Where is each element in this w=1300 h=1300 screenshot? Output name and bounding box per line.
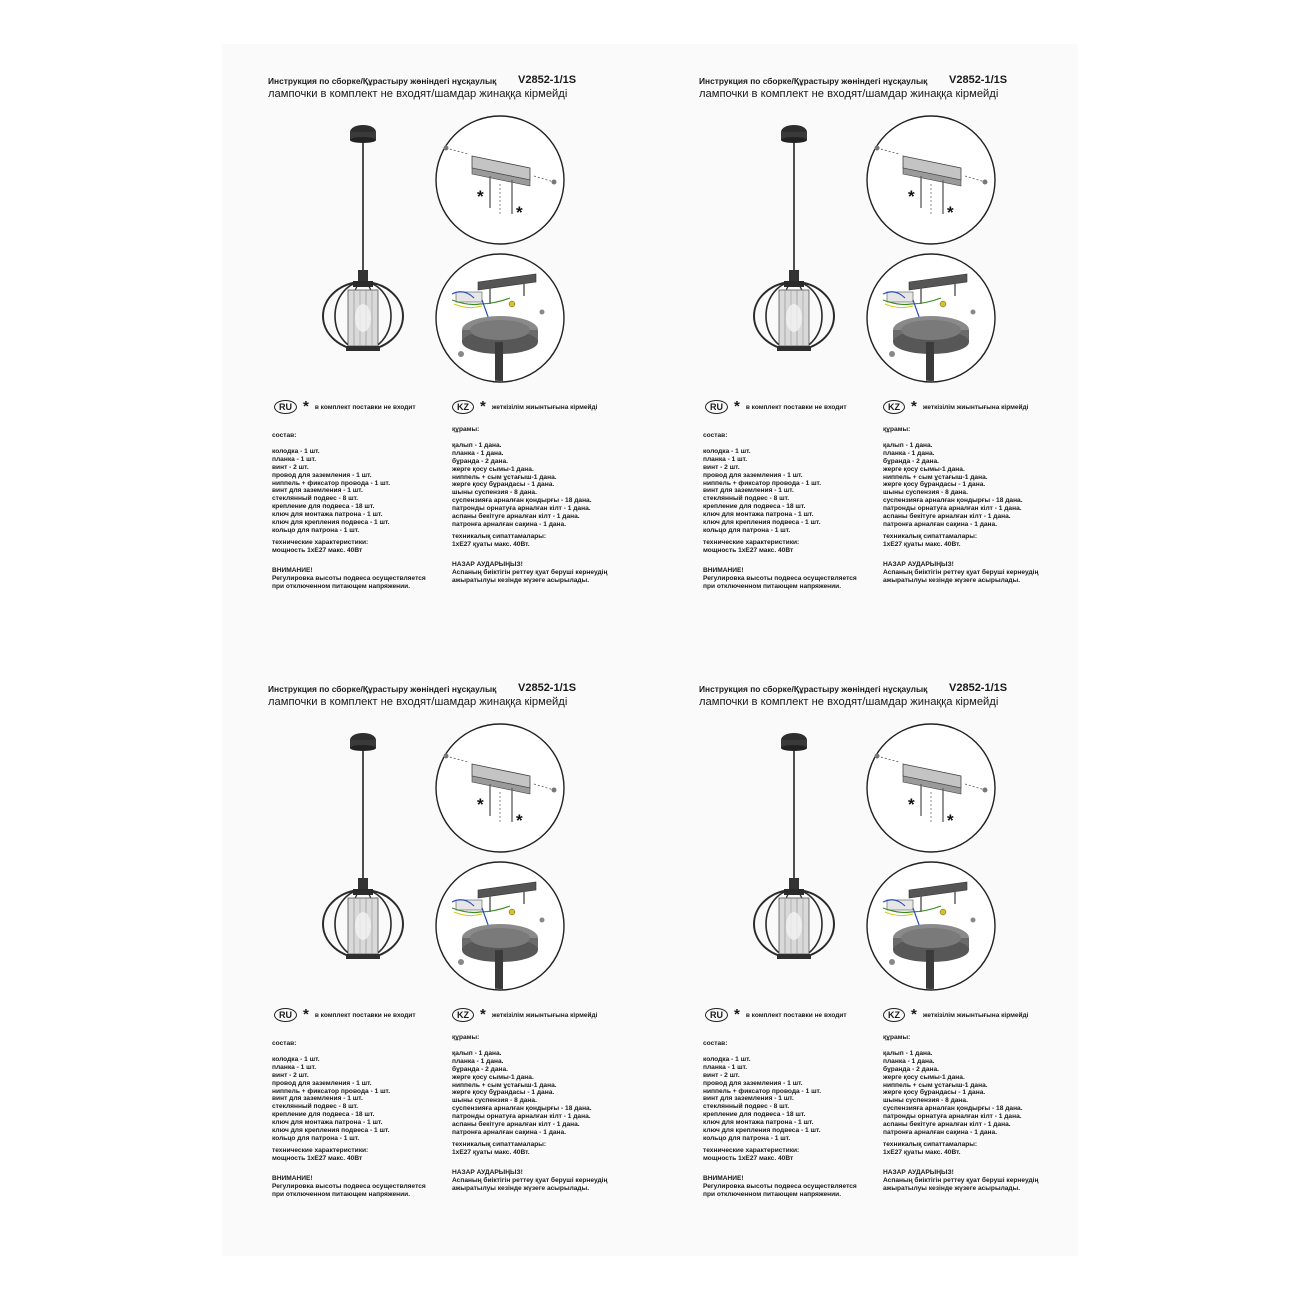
model-number: V2852-1/1S bbox=[949, 74, 1008, 86]
composition-item: планка - 1 шт. bbox=[703, 1063, 748, 1071]
ru-composition-label: состав: bbox=[272, 1040, 297, 1047]
composition-item: колодка - 1 шт. bbox=[703, 447, 751, 455]
asterisk-icon: * bbox=[480, 398, 486, 415]
composition-item: винт для заземления - 1 шт. bbox=[703, 487, 794, 495]
kz-items-list bbox=[452, 442, 607, 529]
instruction-panel bbox=[699, 684, 1079, 1244]
composition-item: бұранда - 2 дана. bbox=[452, 457, 508, 465]
asterisk-icon: * bbox=[734, 398, 740, 415]
model-number: V2852-1/1S bbox=[518, 74, 577, 86]
kz-warning-text bbox=[452, 569, 607, 585]
composition-item: ниппель + фиксатор провода - 1 шт. bbox=[272, 1087, 391, 1095]
composition-item: жерге қосу бұрандасы - 1 дана. bbox=[452, 1089, 555, 1097]
composition-item: патронға арналған сақина - 1 дана. bbox=[452, 1128, 567, 1136]
ru-warning-text bbox=[703, 575, 857, 591]
kz-column bbox=[452, 1034, 607, 1192]
composition-item: колодка - 1 шт. bbox=[272, 447, 320, 455]
header-title: Инструкция по сборке/Құрастыру жөніндегі нұсқаулық bbox=[268, 684, 497, 694]
ru-warning-label: ВНИМАНИЕ! bbox=[272, 566, 313, 574]
svg-text:*: * bbox=[947, 203, 954, 222]
kz-note-row bbox=[452, 1008, 597, 1022]
ru-composition-label: состав: bbox=[703, 1040, 728, 1047]
composition-item: жерге қосу сымы-1 дана. bbox=[452, 1073, 534, 1081]
composition-item: патронды орнатуға арналған кілт - 1 дана. bbox=[452, 505, 591, 513]
ru-note-row bbox=[274, 1008, 416, 1022]
ru-warning-text bbox=[272, 575, 426, 591]
kz-warning-label: НАЗАР АУДАРЫҢЫЗ! bbox=[452, 560, 523, 568]
ru-tech-label: технические характеристики: bbox=[703, 1146, 800, 1154]
composition-item: суспензияға арналған қондырғы - 18 дана. bbox=[883, 497, 1023, 505]
bracket-diagram bbox=[865, 114, 997, 246]
composition-item: аспаны бекітуге арналған кілт - 1 дана. bbox=[452, 1121, 580, 1129]
warning-line: Аспаның биіктігін реттеу қуат беруші кернеудің bbox=[883, 1176, 1039, 1184]
kz-note: жеткізілім жиынтығына кірмейді bbox=[922, 403, 1029, 411]
asterisk-icon: * bbox=[303, 398, 309, 415]
header-subtitle: лампочки в комплект не входят/шамдар жинаққа кірмейді bbox=[268, 88, 568, 100]
composition-item: патронды орнатуға арналған кілт - 1 дана. bbox=[452, 1113, 591, 1121]
lamp-illustration bbox=[308, 728, 418, 998]
kz-composition-label: құрамы: bbox=[452, 1034, 480, 1041]
kz-items-list bbox=[452, 1050, 607, 1137]
kz-warning-label: НАЗАР АУДАРЫҢЫЗ! bbox=[452, 1168, 523, 1176]
composition-item: винт для заземления - 1 шт. bbox=[272, 487, 363, 495]
composition-item: кольцо для патрона - 1 шт. bbox=[703, 526, 791, 534]
ru-composition-label: состав: bbox=[272, 432, 297, 439]
composition-item: патронға арналған сақина - 1 дана. bbox=[883, 1128, 998, 1136]
kz-note-row bbox=[883, 400, 1028, 414]
svg-text:*: * bbox=[477, 187, 484, 206]
bracket-diagram bbox=[434, 722, 566, 854]
ru-items-list bbox=[272, 1056, 426, 1143]
composition-item: крепление для подвеса - 18 шт. bbox=[703, 503, 806, 511]
ru-warning-label: ВНИМАНИЕ! bbox=[272, 1174, 313, 1182]
ru-column bbox=[703, 432, 857, 590]
kz-column bbox=[883, 1034, 1038, 1192]
composition-item: ключ для монтажа патрона - 1 шт. bbox=[703, 511, 814, 519]
kz-column bbox=[883, 426, 1038, 584]
ru-badge: RU bbox=[274, 1008, 297, 1022]
model-number: V2852-1/1S bbox=[518, 682, 577, 694]
composition-item: шыны суспензия - 8 дана. bbox=[452, 489, 537, 497]
kz-note: жеткізілім жиынтығына кірмейді bbox=[491, 1011, 598, 1019]
ru-note-row bbox=[705, 400, 847, 414]
composition-item: ниппель + фиксатор провода - 1 шт. bbox=[703, 1087, 822, 1095]
composition-item: суспензияға арналған қондырғы - 18 дана. bbox=[883, 1105, 1023, 1113]
ru-note-row bbox=[705, 1008, 847, 1022]
instruction-panel bbox=[268, 684, 648, 1244]
kz-badge: KZ bbox=[452, 1008, 474, 1022]
header-title: Инструкция по сборке/Құрастыру жөніндегі нұсқаулық bbox=[699, 76, 928, 86]
ru-note: в комплект поставки не входит bbox=[745, 1011, 847, 1019]
kz-items-list bbox=[883, 1050, 1038, 1137]
composition-item: патронды орнатуға арналған кілт - 1 дана. bbox=[883, 1113, 1022, 1121]
composition-item: жерге қосу бұрандасы - 1 дана. bbox=[883, 1089, 986, 1097]
composition-item: стеклянный подвес - 8 шт. bbox=[703, 495, 790, 503]
ru-badge: RU bbox=[705, 1008, 728, 1022]
composition-item: провод для заземления - 1 шт. bbox=[272, 471, 372, 479]
ru-items-list bbox=[703, 1056, 857, 1143]
composition-item: стеклянный подвес - 8 шт. bbox=[272, 1103, 359, 1111]
composition-item: винт для заземления - 1 шт. bbox=[272, 1095, 363, 1103]
kz-tech-value: 1xE27 қуаты макс. 40Вт. bbox=[452, 1148, 530, 1156]
composition-item: провод для заземления - 1 шт. bbox=[703, 471, 803, 479]
composition-item: провод для заземления - 1 шт. bbox=[703, 1079, 803, 1087]
composition-item: провод для заземления - 1 шт. bbox=[272, 1079, 372, 1087]
composition-item: винт для заземления - 1 шт. bbox=[703, 1095, 794, 1103]
kz-tech-label: техникалық сипаттамалары: bbox=[883, 1140, 978, 1148]
warning-line: при отключенном питающем напряжении. bbox=[703, 1190, 842, 1198]
composition-item: суспензияға арналған қондырғы - 18 дана. bbox=[452, 1105, 592, 1113]
composition-item: стеклянный подвес - 8 шт. bbox=[272, 495, 359, 503]
composition-item: аспаны бекітуге арналған кілт - 1 дана. bbox=[883, 513, 1011, 521]
header-subtitle: лампочки в комплект не входят/шамдар жинаққа кірмейді bbox=[699, 88, 999, 100]
warning-line: Аспаның биіктігін реттеу қуат беруші кернеудің bbox=[452, 568, 608, 576]
composition-item: бұранда - 2 дана. bbox=[452, 1065, 508, 1073]
kz-badge: KZ bbox=[883, 1008, 905, 1022]
kz-tech-label: техникалық сипаттамалары: bbox=[452, 1140, 547, 1148]
composition-item: крепление для подвеса - 18 шт. bbox=[272, 1111, 375, 1119]
warning-line: ажыратылуы кезінде жүзеге асырылады. bbox=[883, 576, 1021, 584]
composition-item: ключ для монтажа патрона - 1 шт. bbox=[272, 511, 383, 519]
composition-item: ключ для монтажа патрона - 1 шт. bbox=[272, 1119, 383, 1127]
composition-item: планка - 1 шт. bbox=[272, 1063, 317, 1071]
composition-item: кольцо для патрона - 1 шт. bbox=[703, 1134, 791, 1142]
asterisk-icon: * bbox=[911, 398, 917, 415]
kz-warning-text bbox=[452, 1177, 607, 1193]
kz-items-list bbox=[883, 442, 1038, 529]
warning-line: Аспаның биіктігін реттеу қуат беруші кернеудің bbox=[883, 568, 1039, 576]
svg-text:*: * bbox=[947, 811, 954, 830]
kz-column bbox=[452, 426, 607, 584]
composition-item: ключ для крепления подвеса - 1 шт. bbox=[272, 1127, 390, 1135]
composition-item: крепление для подвеса - 18 шт. bbox=[703, 1111, 806, 1119]
composition-item: кольцо для патрона - 1 шт. bbox=[272, 526, 360, 534]
ru-column bbox=[272, 432, 426, 590]
kz-composition-label: құрамы: bbox=[883, 426, 911, 433]
composition-item: жерге қосу сымы-1 дана. bbox=[883, 465, 965, 473]
composition-item: бұранда - 2 дана. bbox=[883, 1065, 939, 1073]
composition-item: ключ для крепления подвеса - 1 шт. bbox=[703, 1127, 821, 1135]
composition-item: ключ для крепления подвеса - 1 шт. bbox=[272, 519, 390, 527]
ru-note: в комплект поставки не входит bbox=[314, 1011, 416, 1019]
composition-item: бұранда - 2 дана. bbox=[883, 457, 939, 465]
svg-text:*: * bbox=[477, 795, 484, 814]
ru-tech-label: технические характеристики: bbox=[703, 538, 800, 546]
header-title: Инструкция по сборке/Құрастыру жөніндегі нұсқаулық bbox=[268, 76, 497, 86]
ru-tech-value: мощность 1xE27 макс. 40Вт bbox=[272, 546, 363, 554]
warning-line: Регулировка высоты подвеса осуществляется bbox=[703, 574, 857, 582]
kz-note-row bbox=[452, 400, 597, 414]
ru-column bbox=[703, 1040, 857, 1198]
composition-item: ниппель + сым ұстағыш-1 дана. bbox=[883, 473, 988, 481]
kz-composition-label: құрамы: bbox=[452, 426, 480, 433]
composition-item: ключ для крепления подвеса - 1 шт. bbox=[703, 519, 821, 527]
composition-item: қалып - 1 дана. bbox=[883, 1049, 933, 1057]
composition-item: ключ для монтажа патрона - 1 шт. bbox=[703, 1119, 814, 1127]
header-subtitle: лампочки в комплект не входят/шамдар жинаққа кірмейді bbox=[699, 696, 999, 708]
composition-item: ниппель + сым ұстағыш-1 дана. bbox=[452, 1081, 557, 1089]
warning-line: Регулировка высоты подвеса осуществляется bbox=[703, 1182, 857, 1190]
composition-item: колодка - 1 шт. bbox=[703, 1055, 751, 1063]
kz-warning-text bbox=[883, 569, 1038, 585]
ru-badge: RU bbox=[274, 400, 297, 414]
composition-item: винт - 2 шт. bbox=[272, 1071, 309, 1079]
composition-item: ниппель + сым ұстағыш-1 дана. bbox=[452, 473, 557, 481]
svg-text:*: * bbox=[516, 203, 523, 222]
kz-badge: KZ bbox=[452, 400, 474, 414]
composition-item: патронға арналған сақина - 1 дана. bbox=[883, 520, 998, 528]
ru-note: в комплект поставки не входит bbox=[314, 403, 416, 411]
warning-line: при отключенном питающем напряжении. bbox=[272, 1190, 411, 1198]
composition-item: ниппель + фиксатор провода - 1 шт. bbox=[272, 479, 391, 487]
wiring-diagram bbox=[865, 860, 997, 992]
composition-item: жерге қосу бұрандасы - 1 дана. bbox=[452, 481, 555, 489]
warning-line: при отключенном питающем напряжении. bbox=[703, 582, 842, 590]
lamp-illustration bbox=[308, 120, 418, 390]
ru-tech-value: мощность 1xE27 макс. 40Вт bbox=[703, 546, 794, 554]
asterisk-icon: * bbox=[911, 1006, 917, 1023]
header-subtitle: лампочки в комплект не входят/шамдар жинаққа кірмейді bbox=[268, 696, 568, 708]
warning-line: при отключенном питающем напряжении. bbox=[272, 582, 411, 590]
kz-note-row bbox=[883, 1008, 1028, 1022]
composition-item: кольцо для патрона - 1 шт. bbox=[272, 1134, 360, 1142]
kz-tech-value: 1xE27 қуаты макс. 40Вт. bbox=[452, 540, 530, 548]
ru-tech-value: мощность 1xE27 макс. 40Вт bbox=[272, 1154, 363, 1162]
kz-tech-label: техникалық сипаттамалары: bbox=[452, 532, 547, 540]
instruction-panel bbox=[268, 76, 648, 636]
composition-item: планка - 1 дана. bbox=[883, 449, 935, 457]
asterisk-icon: * bbox=[480, 1006, 486, 1023]
ru-note: в комплект поставки не входит bbox=[745, 403, 847, 411]
composition-item: винт - 2 шт. bbox=[703, 463, 740, 471]
kz-tech-value: 1xE27 қуаты макс. 40Вт. bbox=[883, 1148, 961, 1156]
model-number: V2852-1/1S bbox=[949, 682, 1008, 694]
ru-warning-label: ВНИМАНИЕ! bbox=[703, 1174, 744, 1182]
composition-item: шыны суспензия - 8 дана. bbox=[452, 1097, 537, 1105]
ru-column bbox=[272, 1040, 426, 1198]
composition-item: винт - 2 шт. bbox=[703, 1071, 740, 1079]
kz-tech-value: 1xE27 қуаты макс. 40Вт. bbox=[883, 540, 961, 548]
warning-line: ажыратылуы кезінде жүзеге асырылады. bbox=[452, 576, 590, 584]
warning-line: Регулировка высоты подвеса осуществляется bbox=[272, 574, 426, 582]
composition-item: шыны суспензия - 8 дана. bbox=[883, 489, 968, 497]
composition-item: планка - 1 шт. bbox=[703, 455, 748, 463]
kz-warning-label: НАЗАР АУДАРЫҢЫЗ! bbox=[883, 560, 954, 568]
composition-item: аспаны бекітуге арналған кілт - 1 дана. bbox=[883, 1121, 1011, 1129]
wiring-diagram bbox=[434, 860, 566, 992]
kz-note: жеткізілім жиынтығына кірмейді bbox=[922, 1011, 1029, 1019]
instruction-sheet bbox=[222, 44, 1078, 1256]
wiring-diagram bbox=[865, 252, 997, 384]
warning-line: Аспаның биіктігін реттеу қуат беруші кернеудің bbox=[452, 1176, 608, 1184]
kz-note: жеткізілім жиынтығына кірмейді bbox=[491, 403, 598, 411]
composition-item: шыны суспензия - 8 дана. bbox=[883, 1097, 968, 1105]
composition-item: планка - 1 дана. bbox=[452, 449, 504, 457]
kz-tech-label: техникалық сипаттамалары: bbox=[883, 532, 978, 540]
composition-item: винт - 2 шт. bbox=[272, 463, 309, 471]
warning-line: ажыратылуы кезінде жүзеге асырылады. bbox=[452, 1184, 590, 1192]
composition-item: ниппель + фиксатор провода - 1 шт. bbox=[703, 479, 822, 487]
wiring-diagram bbox=[434, 252, 566, 384]
kz-warning-text bbox=[883, 1177, 1038, 1193]
composition-item: колодка - 1 шт. bbox=[272, 1055, 320, 1063]
asterisk-icon: * bbox=[303, 1006, 309, 1023]
ru-note-row bbox=[274, 400, 416, 414]
lamp-illustration bbox=[739, 120, 849, 390]
ru-composition-label: состав: bbox=[703, 432, 728, 439]
composition-item: планка - 1 дана. bbox=[452, 1057, 504, 1065]
kz-badge: KZ bbox=[883, 400, 905, 414]
asterisk-icon: * bbox=[734, 1006, 740, 1023]
composition-item: патронды орнатуға арналған кілт - 1 дана. bbox=[883, 505, 1022, 513]
ru-warning-label: ВНИМАНИЕ! bbox=[703, 566, 744, 574]
composition-item: крепление для подвеса - 18 шт. bbox=[272, 503, 375, 511]
ru-tech-label: технические характеристики: bbox=[272, 538, 369, 546]
composition-item: планка - 1 дана. bbox=[883, 1057, 935, 1065]
composition-item: аспаны бекітуге арналған кілт - 1 дана. bbox=[452, 513, 580, 521]
bracket-diagram bbox=[434, 114, 566, 246]
bracket-diagram bbox=[865, 722, 997, 854]
kz-composition-label: құрамы: bbox=[883, 1034, 911, 1041]
composition-item: ниппель + сым ұстағыш-1 дана. bbox=[883, 1081, 988, 1089]
ru-tech-label: технические характеристики: bbox=[272, 1146, 369, 1154]
composition-item: планка - 1 шт. bbox=[272, 455, 317, 463]
kz-warning-label: НАЗАР АУДАРЫҢЫЗ! bbox=[883, 1168, 954, 1176]
lamp-illustration bbox=[739, 728, 849, 998]
ru-items-list bbox=[272, 448, 426, 535]
warning-line: ажыратылуы кезінде жүзеге асырылады. bbox=[883, 1184, 1021, 1192]
ru-items-list bbox=[703, 448, 857, 535]
instruction-panel bbox=[699, 76, 1079, 636]
warning-line: Регулировка высоты подвеса осуществляется bbox=[272, 1182, 426, 1190]
composition-item: патронға арналған сақина - 1 дана. bbox=[452, 520, 567, 528]
svg-text:*: * bbox=[516, 811, 523, 830]
composition-item: жерге қосу сымы-1 дана. bbox=[452, 465, 534, 473]
svg-text:*: * bbox=[908, 795, 915, 814]
composition-item: қалып - 1 дана. bbox=[452, 1049, 502, 1057]
composition-item: стеклянный подвес - 8 шт. bbox=[703, 1103, 790, 1111]
ru-warning-text bbox=[703, 1183, 857, 1199]
composition-item: жерге қосу сымы-1 дана. bbox=[883, 1073, 965, 1081]
ru-tech-value: мощность 1xE27 макс. 40Вт bbox=[703, 1154, 794, 1162]
ru-badge: RU bbox=[705, 400, 728, 414]
svg-text:*: * bbox=[908, 187, 915, 206]
composition-item: қалып - 1 дана. bbox=[883, 441, 933, 449]
ru-warning-text bbox=[272, 1183, 426, 1199]
composition-item: жерге қосу бұрандасы - 1 дана. bbox=[883, 481, 986, 489]
composition-item: қалып - 1 дана. bbox=[452, 441, 502, 449]
composition-item: суспензияға арналған қондырғы - 18 дана. bbox=[452, 497, 592, 505]
header-title: Инструкция по сборке/Құрастыру жөніндегі нұсқаулық bbox=[699, 684, 928, 694]
